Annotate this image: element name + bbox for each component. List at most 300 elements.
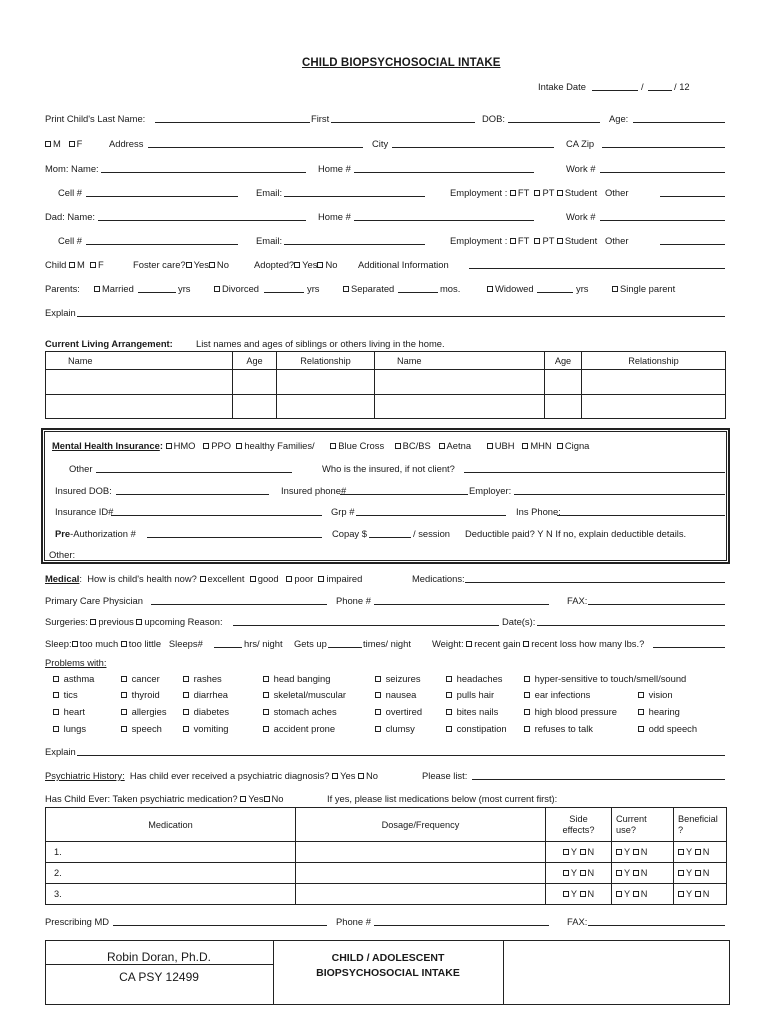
problem-checkbox[interactable] <box>638 726 644 732</box>
problem-label: refuses to talk <box>534 723 593 734</box>
row-number: 1. <box>54 847 62 857</box>
city-field[interactable] <box>392 147 554 148</box>
state-zip-label: CA Zip <box>566 138 595 149</box>
y-label: Y <box>570 847 577 857</box>
problem-checkbox[interactable] <box>121 692 127 698</box>
explain-field[interactable] <box>77 316 725 317</box>
yes-checkbox[interactable] <box>678 891 684 897</box>
no-checkbox[interactable] <box>580 870 586 876</box>
dosage-cell[interactable] <box>296 863 546 884</box>
upcoming-label: upcoming Reason: <box>144 616 223 627</box>
problem-checkbox[interactable] <box>446 726 452 732</box>
employer-label: Employer: <box>469 485 512 496</box>
y-label: Y <box>686 889 693 899</box>
col-age-2: Age <box>545 352 582 370</box>
married-years-field[interactable] <box>138 292 176 293</box>
surgery-dates-label: Date(s): <box>502 616 536 627</box>
insurance-other2-label: Other: <box>49 549 76 560</box>
table-cell[interactable] <box>375 370 545 395</box>
medication-cell[interactable] <box>46 884 296 905</box>
yrs-label: yrs <box>178 283 191 294</box>
problem-checkbox[interactable] <box>53 709 59 715</box>
problem-label: ear infections <box>534 689 591 700</box>
problem-item <box>524 706 617 717</box>
yes-label: Yes <box>340 770 356 781</box>
child-last-name-label: Print Child's Last Name: <box>45 113 146 124</box>
too-much-label: too much <box>79 638 119 649</box>
side-effects-cell <box>546 863 612 884</box>
sleeps-label: Sleeps# <box>168 638 203 649</box>
problem-label: allergies <box>131 706 167 717</box>
recent-gain-checkbox[interactable] <box>466 641 472 647</box>
widowed-option <box>487 283 534 294</box>
insured-dob-field[interactable] <box>116 494 269 495</box>
problem-item <box>375 706 422 717</box>
student-label: Student <box>564 235 598 246</box>
ppo-label: PPO <box>211 440 232 451</box>
married-checkbox[interactable] <box>94 286 100 292</box>
row-number: 2. <box>54 868 62 878</box>
problem-label: stomach aches <box>273 706 337 717</box>
problem-item <box>183 689 228 700</box>
medications-label: Medications: <box>412 573 465 584</box>
problem-checkbox[interactable] <box>183 726 189 732</box>
col-age: Age <box>233 352 277 370</box>
bcbs-label: BC/BS <box>402 440 431 451</box>
yes-checkbox[interactable] <box>563 849 569 855</box>
no-checkbox[interactable] <box>695 891 701 897</box>
col-relationship-2: Relationship <box>582 352 726 370</box>
row-number: 3. <box>54 889 62 899</box>
yes-checkbox[interactable] <box>563 891 569 897</box>
problem-item <box>524 689 590 700</box>
bcbs-checkbox[interactable] <box>395 443 401 449</box>
insurance-row <box>52 440 589 451</box>
dad-cell-label: Cell # <box>58 235 82 246</box>
mom-employment-other-field[interactable] <box>660 196 725 197</box>
problem-label: diabetes <box>193 706 230 717</box>
aetna-checkbox[interactable] <box>439 443 445 449</box>
problem-label: asthma <box>63 673 95 684</box>
meds-question: Has Child Ever: Taken psychiatric medication? <box>45 793 238 804</box>
y-label: Y <box>570 868 577 878</box>
n-label: N <box>587 889 595 899</box>
dad-work-label: Work # <box>566 211 596 222</box>
divorced-checkbox[interactable] <box>214 286 220 292</box>
dad-name-field[interactable] <box>98 220 306 221</box>
foster-row <box>133 259 229 270</box>
intake-date-month-field[interactable] <box>592 90 638 91</box>
problem-checkbox[interactable] <box>524 726 530 732</box>
preauth-rest: -Authorization # <box>70 528 136 539</box>
hmo-checkbox[interactable] <box>166 443 172 449</box>
living-arrangement-label: Current Living Arrangement: <box>45 338 173 349</box>
mom-name-field[interactable] <box>101 172 306 173</box>
no-checkbox[interactable] <box>695 870 701 876</box>
no-checkbox[interactable] <box>633 870 639 876</box>
beneficial-cell <box>674 842 727 863</box>
meds-no-checkbox[interactable] <box>264 796 270 802</box>
problem-checkbox[interactable] <box>638 692 644 698</box>
lbs-field[interactable] <box>653 647 725 648</box>
dad-email-field[interactable] <box>284 244 425 245</box>
problem-item <box>263 673 330 684</box>
problem-checkbox[interactable] <box>263 726 269 732</box>
insurance-colon: : <box>159 440 163 451</box>
widowed-checkbox[interactable] <box>487 286 493 292</box>
separated-label: Separated <box>351 283 395 294</box>
problem-checkbox[interactable] <box>53 676 59 682</box>
explain2-field[interactable] <box>77 755 725 756</box>
times-night-label: times/ night <box>363 638 411 649</box>
medication-cell[interactable] <box>46 863 296 884</box>
dad-student-checkbox[interactable] <box>557 238 563 244</box>
problem-item <box>375 689 416 700</box>
problem-checkbox[interactable] <box>53 692 59 698</box>
medical-row: Medical: How is child's health now? excellent good poor impaired <box>45 573 363 584</box>
mom-cell-field[interactable] <box>86 196 238 197</box>
table-cell[interactable] <box>46 370 233 395</box>
current-use-cell <box>612 863 674 884</box>
dosage-cell[interactable] <box>296 884 546 905</box>
zip-field[interactable] <box>602 147 725 148</box>
no-checkbox[interactable] <box>695 849 701 855</box>
problem-label: high blood pressure <box>534 706 617 717</box>
col-name: Name <box>46 352 233 370</box>
copay-field[interactable] <box>369 537 411 538</box>
problem-checkbox[interactable] <box>524 676 530 682</box>
table-cell[interactable] <box>277 370 375 395</box>
meds-yes-checkbox[interactable] <box>240 796 246 802</box>
problem-item <box>183 673 222 684</box>
problem-label: clumsy <box>385 723 415 734</box>
dad-employment-row <box>450 235 628 246</box>
pcp-fax-label: FAX: <box>567 595 588 606</box>
pcp-phone-field[interactable] <box>374 604 549 605</box>
good-checkbox[interactable] <box>250 576 256 582</box>
table-row <box>46 395 726 419</box>
problem-label: accident prone <box>273 723 336 734</box>
single-parent-label: Single parent <box>620 283 676 294</box>
insurance-id-label: Insurance ID# <box>55 506 114 517</box>
pcp-field[interactable] <box>151 604 327 605</box>
yes-checkbox[interactable] <box>616 891 622 897</box>
no-checkbox[interactable] <box>580 849 586 855</box>
problem-item <box>183 723 229 734</box>
mom-email-field[interactable] <box>284 196 425 197</box>
ins-phone-field[interactable] <box>557 515 725 516</box>
table-row <box>46 370 726 395</box>
problem-checkbox[interactable] <box>183 709 189 715</box>
address-field[interactable] <box>148 147 363 148</box>
dob-field[interactable] <box>508 122 600 123</box>
problem-item <box>638 689 673 700</box>
dosage-cell[interactable] <box>296 842 546 863</box>
employment-label: Employment : <box>450 187 508 198</box>
separated-option <box>343 283 394 294</box>
previous-checkbox[interactable] <box>90 619 96 625</box>
divorced-years-field[interactable] <box>264 292 304 293</box>
problem-item <box>524 673 686 684</box>
footer-title-line1: CHILD / ADOLESCENT <box>331 952 445 964</box>
problem-item <box>375 673 421 684</box>
mom-home-field[interactable] <box>354 172 534 173</box>
no-checkbox[interactable] <box>633 891 639 897</box>
table-cell[interactable] <box>277 395 375 419</box>
table-cell[interactable] <box>582 370 726 395</box>
prescribing-phone-label: Phone # <box>336 916 371 927</box>
problem-label: constipation <box>456 723 507 734</box>
mom-employment-row <box>450 187 628 198</box>
preauth-field[interactable] <box>147 537 322 538</box>
married-label: Married <box>102 283 134 294</box>
problem-label: thyroid <box>131 689 160 700</box>
too-little-label: too little <box>128 638 162 649</box>
insurance-other-label: Other <box>69 463 93 474</box>
current-text: Current <box>616 813 647 824</box>
insurance-id-field[interactable] <box>111 515 322 516</box>
problem-checkbox[interactable] <box>524 709 530 715</box>
dad-home-field[interactable] <box>354 220 534 221</box>
ubh-checkbox[interactable] <box>487 443 493 449</box>
problem-checkbox[interactable] <box>121 676 127 682</box>
dad-pt-checkbox[interactable] <box>534 238 540 244</box>
problem-checkbox[interactable] <box>183 692 189 698</box>
adopted-no-checkbox[interactable] <box>317 262 323 268</box>
sleep-hours-field[interactable] <box>214 647 242 648</box>
adopted-yes-checkbox[interactable] <box>294 262 300 268</box>
meds-note: If yes, please list medications below (most current first): <box>327 793 558 804</box>
problem-label: cancer <box>131 673 160 684</box>
yes-label: Yes <box>248 793 264 804</box>
pcp-fax-field[interactable] <box>588 604 725 605</box>
explain2-label: Explain <box>45 746 76 757</box>
female-checkbox[interactable] <box>69 141 75 147</box>
excellent-checkbox[interactable] <box>200 576 206 582</box>
mom-student-checkbox[interactable] <box>557 190 563 196</box>
problem-checkbox[interactable] <box>183 676 189 682</box>
prescribing-phone-field[interactable] <box>374 925 549 926</box>
table-cell[interactable] <box>545 395 582 419</box>
yes-label: Yes <box>302 259 318 270</box>
dad-work-field[interactable] <box>600 220 725 221</box>
widowed-years-field[interactable] <box>537 292 573 293</box>
sleep-label: Sleep: <box>45 638 72 649</box>
problem-checkbox[interactable] <box>263 676 269 682</box>
gets-up-field[interactable] <box>328 647 362 648</box>
table-cell[interactable] <box>545 370 582 395</box>
problem-item <box>53 723 86 734</box>
child-f-checkbox[interactable] <box>90 262 96 268</box>
problem-checkbox[interactable] <box>446 709 452 715</box>
single-parent-checkbox[interactable] <box>612 286 618 292</box>
mom-pt-checkbox[interactable] <box>534 190 540 196</box>
good-label: good <box>257 573 279 584</box>
table-cell[interactable] <box>233 395 277 419</box>
mom-work-field[interactable] <box>600 172 725 173</box>
problem-checkbox[interactable] <box>375 726 381 732</box>
yes-checkbox[interactable] <box>616 849 622 855</box>
psych-no-checkbox[interactable] <box>358 773 364 779</box>
cigna-checkbox[interactable] <box>557 443 563 449</box>
dad-ft-checkbox[interactable] <box>510 238 516 244</box>
mhn-checkbox[interactable] <box>522 443 528 449</box>
grp-field[interactable] <box>356 515 506 516</box>
pt-label: PT <box>542 235 555 246</box>
medication-cell[interactable] <box>46 842 296 863</box>
prescribing-md-label: Prescribing MD <box>45 916 110 927</box>
footer-divider <box>45 964 273 965</box>
footer-title-line2: BIOPSYCHOSOCIAL INTAKE <box>316 967 460 979</box>
problem-item <box>121 723 162 734</box>
child-first-name-field[interactable] <box>331 122 475 123</box>
separated-checkbox[interactable] <box>343 286 349 292</box>
problem-checkbox[interactable] <box>375 709 381 715</box>
n-label: N <box>640 868 648 878</box>
dad-email-label: Email: <box>256 235 283 246</box>
dad-cell-field[interactable] <box>86 244 238 245</box>
mom-email-label: Email: <box>256 187 283 198</box>
n-label: N <box>640 847 648 857</box>
healthy-families-label: healthy Families/ <box>244 440 315 451</box>
problem-checkbox[interactable] <box>375 692 381 698</box>
female-label: F <box>76 138 83 149</box>
problem-item <box>524 723 593 734</box>
side-effects-cell <box>546 842 612 863</box>
blue-cross-checkbox[interactable] <box>330 443 336 449</box>
aetna-label: Aetna <box>446 440 472 451</box>
problem-item <box>446 706 498 717</box>
problem-checkbox[interactable] <box>263 709 269 715</box>
diagnosis-list-field[interactable] <box>472 779 725 780</box>
too-little-checkbox[interactable] <box>121 641 127 647</box>
child-label: Child <box>45 259 67 270</box>
form-title: CHILD BIOPSYCHOSOCIAL INTAKE <box>302 57 501 69</box>
table-cell[interactable] <box>375 395 545 419</box>
deductible-label: Deductible paid? Y N If no, explain deductible details. <box>465 528 687 539</box>
mhn-label: MHN <box>530 440 552 451</box>
side-text: Side <box>569 813 588 824</box>
prescribing-fax-field[interactable] <box>588 925 725 926</box>
dad-home-label: Home # <box>318 211 351 222</box>
problem-item <box>121 706 167 717</box>
beneficial-text: Beneficial <box>678 813 718 824</box>
problem-checkbox[interactable] <box>121 726 127 732</box>
problem-checkbox[interactable] <box>446 676 452 682</box>
age-field[interactable] <box>633 122 725 123</box>
insured-phone-field[interactable] <box>340 494 468 495</box>
too-much-checkbox[interactable] <box>72 641 78 647</box>
problem-label: vomiting <box>193 723 229 734</box>
no-label: No <box>325 259 338 270</box>
problem-checkbox[interactable] <box>53 726 59 732</box>
no-checkbox[interactable] <box>633 849 639 855</box>
ft-label: FT <box>517 235 530 246</box>
psych-question: Has child ever received a psychiatric diagnosis? <box>129 770 330 781</box>
problem-checkbox[interactable] <box>121 709 127 715</box>
separated-months-field[interactable] <box>398 292 438 293</box>
col-beneficial <box>674 808 727 842</box>
yes-checkbox[interactable] <box>563 870 569 876</box>
foster-yes-checkbox[interactable] <box>186 262 192 268</box>
upcoming-checkbox[interactable] <box>136 619 142 625</box>
child-m-checkbox[interactable] <box>69 262 75 268</box>
problem-label: hearing <box>648 706 680 717</box>
intake-date-day-field[interactable] <box>648 90 672 91</box>
surgeries-label: Surgeries: <box>45 616 88 627</box>
child-last-name-field[interactable] <box>155 122 310 123</box>
child-first-name-label: First <box>311 113 330 124</box>
medication-row <box>46 884 727 905</box>
use-text: use? <box>616 824 636 835</box>
who-insured-label: Who is the insured, if not client? <box>322 463 455 474</box>
problem-checkbox[interactable] <box>375 676 381 682</box>
col-dosage: Dosage/Frequency <box>296 808 546 842</box>
prescribing-md-field[interactable] <box>113 925 327 926</box>
medications-field[interactable] <box>465 582 725 583</box>
yes-checkbox[interactable] <box>678 849 684 855</box>
problem-item <box>263 723 335 734</box>
effects-text: effects? <box>562 824 595 835</box>
problem-label: hyper-sensitive to touch/smell/sound <box>534 673 687 684</box>
problem-label: head banging <box>273 673 331 684</box>
mom-ft-checkbox[interactable] <box>510 190 516 196</box>
who-insured-field[interactable] <box>464 472 725 473</box>
surgery-dates-field[interactable] <box>537 625 725 626</box>
foster-no-checkbox[interactable] <box>209 262 215 268</box>
dad-employment-other-field[interactable] <box>660 244 725 245</box>
table-cell[interactable] <box>582 395 726 419</box>
divorced-option <box>214 283 259 294</box>
no-checkbox[interactable] <box>580 891 586 897</box>
problem-checkbox[interactable] <box>524 692 530 698</box>
yes-checkbox[interactable] <box>678 870 684 876</box>
m-label: M <box>76 259 85 270</box>
additional-info-label: Additional Information <box>358 259 449 270</box>
hrs-night-label: hrs/ night <box>244 638 283 649</box>
adopted-row <box>254 259 337 270</box>
recent-loss-checkbox[interactable] <box>523 641 529 647</box>
psych-yes-checkbox[interactable] <box>332 773 338 779</box>
healthy-families-checkbox[interactable] <box>236 443 242 449</box>
poor-checkbox[interactable] <box>286 576 292 582</box>
yes-checkbox[interactable] <box>616 870 622 876</box>
male-checkbox[interactable] <box>45 141 51 147</box>
insurance-other-field[interactable] <box>96 472 292 473</box>
medication-table <box>45 807 727 905</box>
employer-field[interactable] <box>514 494 725 495</box>
problem-label: bites nails <box>456 706 499 717</box>
problem-checkbox[interactable] <box>638 709 644 715</box>
ins-phone-label: Ins Phone: <box>516 506 561 517</box>
impaired-checkbox[interactable] <box>318 576 324 582</box>
table-cell[interactable] <box>233 370 277 395</box>
problem-checkbox[interactable] <box>263 692 269 698</box>
col-side-effects <box>546 808 612 842</box>
additional-info-field[interactable] <box>469 268 725 269</box>
weight-row <box>432 638 644 649</box>
problem-checkbox[interactable] <box>446 692 452 698</box>
n-label: N <box>587 868 595 878</box>
medical-label: Medical <box>45 573 80 584</box>
problem-item <box>638 723 697 734</box>
divorced-label: Divorced <box>222 283 259 294</box>
problem-item <box>446 723 507 734</box>
table-cell[interactable] <box>46 395 233 419</box>
surgery-reason-field[interactable] <box>233 625 499 626</box>
ppo-checkbox[interactable] <box>203 443 209 449</box>
problem-label: lungs <box>63 723 87 734</box>
